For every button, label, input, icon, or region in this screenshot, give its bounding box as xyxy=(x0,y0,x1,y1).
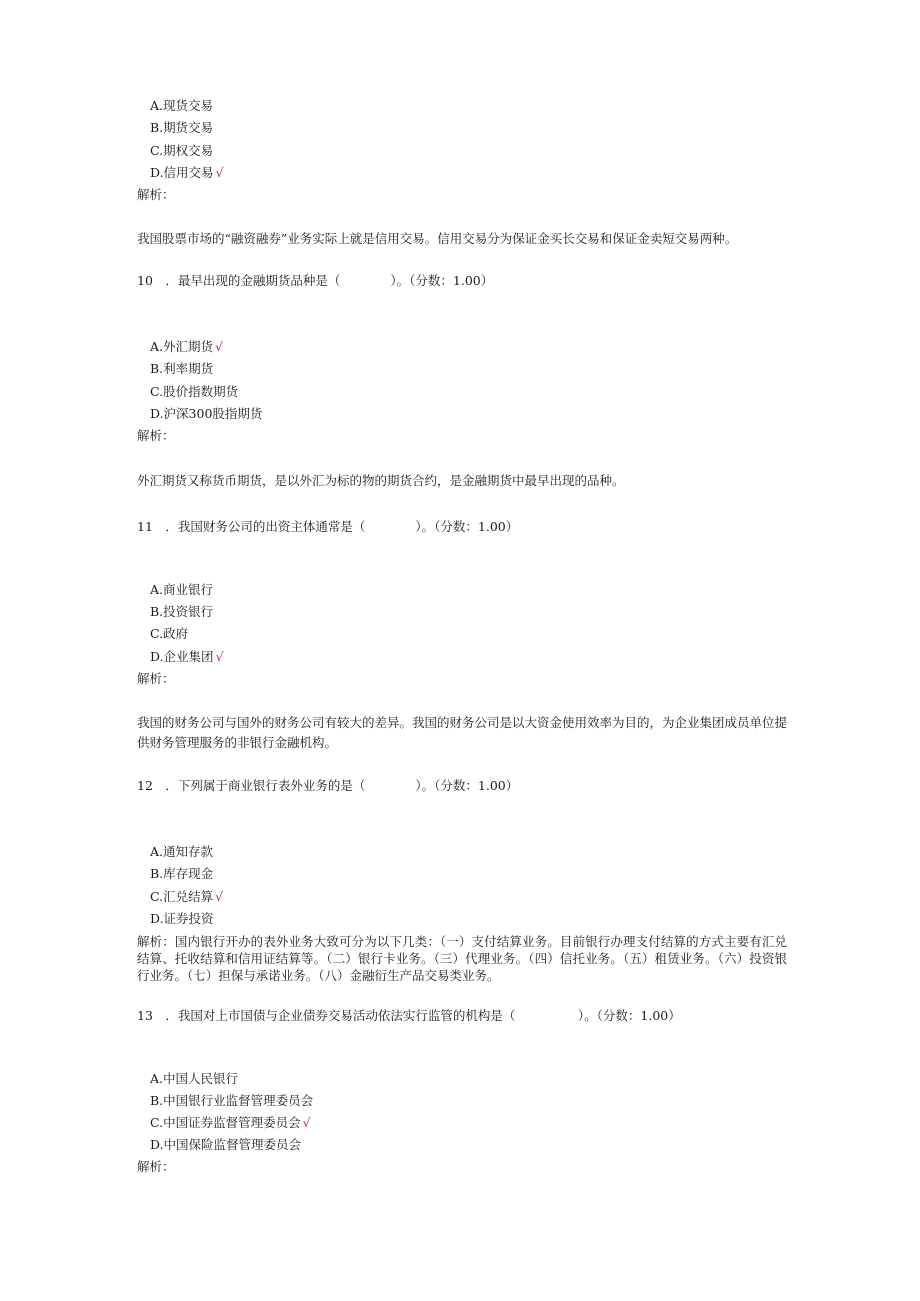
option-b: B.库存现金 xyxy=(150,866,214,881)
analysis-label: 解析： xyxy=(137,671,175,686)
question-11: 11 ．我国财务公司的出资主体通常是（ ）。（分数：1.00） xyxy=(137,519,519,534)
analysis-text: 外汇期货又称货币期货，是以外汇为标的物的期货合约，是金融期货中最早出现的品种。 xyxy=(137,473,625,488)
option-a: A.商业银行 xyxy=(150,582,214,597)
correct-check-icon: √ xyxy=(302,1115,311,1130)
analysis-label: 解析： xyxy=(137,428,175,443)
option-a: A.现货交易 xyxy=(150,98,214,113)
option-b: B.中国银行业监督管理委员会 xyxy=(150,1093,314,1108)
option-b: B.期货交易 xyxy=(150,120,214,135)
option-b: B.投资银行 xyxy=(150,604,214,619)
option-a: A.通知存款 xyxy=(150,844,214,859)
question-13: 13 ．我国对上市国债与企业债券交易活动依法实行监管的机构是（ ）。（分数：1.00） xyxy=(137,1008,681,1023)
option-b: B.利率期货 xyxy=(150,361,214,376)
question-10: 10 ．最早出现的金融期货品种是（ ）。（分数：1.00） xyxy=(137,273,494,288)
analysis-text: 我国股票市场的“融资融券”业务实际上就是信用交易。信用交易分为保证金买长交易和保证金卖短交易两种。 xyxy=(137,231,738,246)
analysis-label: 解析： xyxy=(137,187,175,202)
option-c: C.期权交易 xyxy=(150,143,214,158)
question-12: 12 ．下列属于商业银行表外业务的是（ ）。（分数：1.00） xyxy=(137,778,519,793)
option-d: D.企业集团 √ xyxy=(150,649,224,664)
analysis-text: 解析：国内银行开办的表外业务大致可分为以下几类：（一）支付结算业务。目前银行办理支付结算的方式主要有汇兑结算、托收结算和信用证结算等。（二）银行卡业务。（三）代理业务。（四）信托业务。（五）租赁业务。（六）投资银行业务。（七）担保与承诺业务。（八）金融衍生产品交易类业务。 xyxy=(137,934,787,983)
correct-check-icon: √ xyxy=(215,889,224,904)
option-c: C.中国证券监督管理委员会 √ xyxy=(150,1115,311,1130)
option-d: D.沪深300股指期货 xyxy=(150,406,263,421)
option-c: C.政府 xyxy=(150,626,189,641)
analysis-text: 我国的财务公司与国外的财务公司有较大的差异。我国的财务公司是以大资金使用效率为目的，为企业集团成员单位提供财务管理服务的非银行金融机构。 xyxy=(137,715,788,750)
option-d: D.中国保险监督管理委员会 xyxy=(150,1137,302,1152)
correct-check-icon: √ xyxy=(215,339,223,354)
correct-check-icon: √ xyxy=(215,165,224,180)
option-d: D.信用交易 √ xyxy=(150,165,224,180)
option-a: A.中国人民银行 xyxy=(150,1071,239,1086)
option-c: C.汇兑结算 √ xyxy=(150,889,224,904)
option-c: C.股价指数期货 xyxy=(150,384,239,399)
option-a: A.外汇期货 √ xyxy=(150,339,223,354)
correct-check-icon: √ xyxy=(215,649,224,664)
analysis-label: 解析： xyxy=(137,1159,175,1174)
option-d: D.证券投资 xyxy=(150,911,214,926)
